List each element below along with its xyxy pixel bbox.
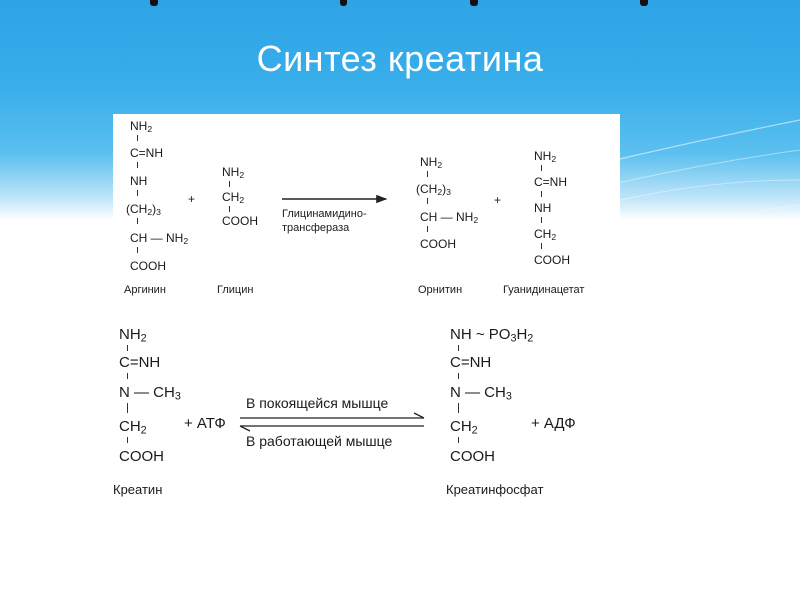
ornithine-line: $NH_2$ [420, 155, 443, 171]
glycine-line: $NH_2$ [222, 165, 245, 181]
creatine-line: N — $CH_3$ [119, 384, 181, 403]
creatine-phosphate-name: Креатинфосфат [446, 482, 544, 497]
reverse-half-arrow [240, 426, 424, 431]
arginine-line: COOH [130, 259, 166, 273]
creatine-line: $NH_2$ [119, 326, 147, 345]
guanidinoacetate-line: $CH_2$ [534, 227, 557, 243]
creatine-phosphate-line: COOH [450, 448, 495, 465]
guanidinoacetate-line: $NH_2$ [534, 149, 557, 165]
arginine-line: C=NH [130, 146, 164, 160]
adp-label: + АДФ [531, 415, 576, 432]
arginine-line: CH — $NH_2$ [130, 231, 189, 247]
glycine-name: Глицин [217, 284, 254, 296]
creatine-phosphate-line: NH ~ $PO_3H_2$ [450, 326, 534, 345]
guanidinoacetate-name: Гуанидинацетат [503, 284, 585, 296]
arginine-line: $NH_2$ [130, 119, 153, 135]
enzyme-label-line2: трансфераза [282, 222, 350, 234]
guanidinoacetate-line: NH [534, 201, 552, 215]
ornithine-name: Орнитин [418, 284, 463, 296]
ornithine-line: COOH [420, 237, 456, 251]
creatine-phosphate-line: N — $CH_3$ [450, 384, 512, 403]
arginine-name: Аргинин [124, 284, 166, 296]
creatine-line: COOH [119, 448, 164, 465]
enzyme-label-line1: Глицинамидино- [282, 208, 367, 220]
creatine-line: C=NH [119, 354, 161, 371]
forward-condition-label: В покоящейся мышце [246, 395, 389, 411]
guanidinoacetate-line: C=NH [534, 175, 568, 189]
plus-sign: + [494, 193, 502, 207]
guanidinoacetate-line: COOH [534, 253, 570, 267]
creatine-phosphate-line: $CH_2$ [450, 418, 478, 437]
reverse-condition-label: В работающей мышце [246, 433, 393, 449]
arginine-line: NH [130, 174, 148, 188]
glycine-line: COOH [222, 214, 258, 228]
forward-half-arrow [240, 413, 424, 418]
ornithine-line: CH — $NH_2$ [420, 210, 479, 226]
glycine-line: $CH_2$ [222, 190, 245, 206]
atp-label: + АТФ [184, 415, 226, 432]
creatine-line: $CH_2$ [119, 418, 147, 437]
creatine-phosphate-line: C=NH [450, 354, 492, 371]
creatine-name: Креатин [113, 482, 163, 497]
slide-title: Синтез креатина [256, 38, 544, 79]
plus-sign: + [188, 192, 196, 206]
arginine-line: $(CH_2)_3$ [126, 202, 161, 218]
ornithine-line: $(CH_2)_3$ [416, 182, 451, 198]
